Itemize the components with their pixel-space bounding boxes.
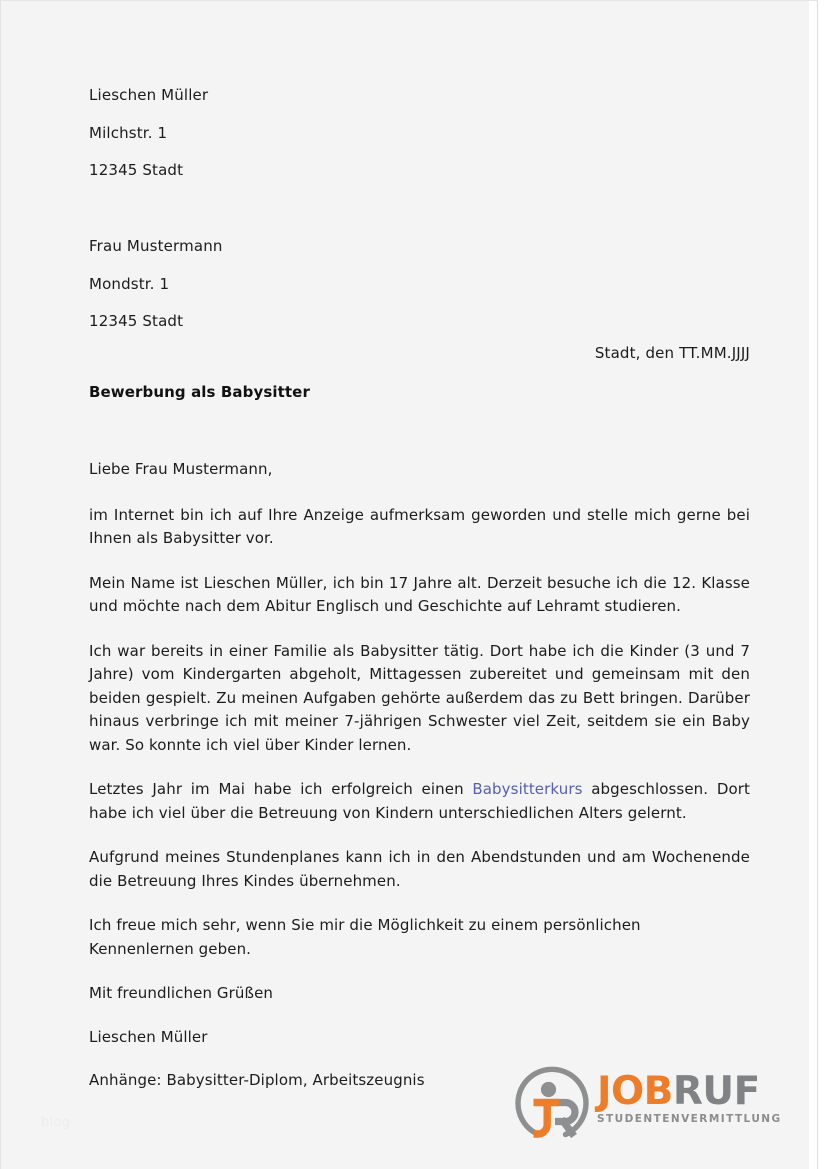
wordmark-text [597, 1069, 763, 1114]
closing-line: Mit freundlichen Grüßen [89, 984, 274, 1002]
recipient-address-line: 12345 Stadt [89, 312, 184, 330]
letter-content-column [89, 1, 750, 1169]
jobruf-monogram-icon [513, 1064, 591, 1142]
recipient-address-line: Mondstr. 1 [89, 274, 170, 293]
jobruf-wordmark [597, 1069, 782, 1125]
blog-watermark: blog [41, 1115, 71, 1130]
recipient-address-block [89, 228, 750, 341]
body-paragraph-1: im Internet bin ich auf Ihre Anzeige aufmerksam geworden und stelle mich gerne bei Ihnen als Babysitter vor. [89, 505, 750, 547]
signature-name: Lieschen Müller [89, 1027, 208, 1046]
sender-address-block [89, 77, 750, 190]
subject-line: Bewerbung als Babysitter [89, 383, 310, 401]
sender-address-line: Milchstr. 1 [89, 123, 168, 142]
attachments-line: Anhänge: Babysitter-Diplom, Arbeitszeugnis [89, 1071, 425, 1089]
page-right-edge [809, 1, 817, 1169]
wordmark-ruf: RUF [672, 1069, 760, 1114]
paragraph-4-text-after-link: abgeschlossen. Dort habe ich viel über die Betreuung von Kindern unterschiedlichen Alters gelernt. [89, 780, 750, 822]
body-paragraph-6: Ich freue mich sehr, wenn Sie mir die Möglichkeit zu einem persönlichen Kennenlernen geben. [89, 916, 641, 958]
wordmark-job: JOB [597, 1069, 673, 1114]
babysitterkurs-link[interactable]: Babysitterkurs [472, 780, 583, 798]
body-paragraph-3: Ich war bereits in einer Familie als Babysitter tätig. Dort habe ich die Kinder (3 und 7 Jahre) vom Kindergarten abgeholt, Mittagessen zubereitet und gemeinsam mit den beiden gespielt. Zu meinen Aufgaben gehörte außerdem das zu Bett bringen. Darüber hinaus verbringe ich mit meiner 7-jährigen Schwester viel Zeit, seitdem sie ein Baby war. So konnte ich viel über Kinder lernen. [89, 641, 750, 754]
date-line: Stadt, den TT.MM.JJJJ [594, 344, 750, 362]
paragraph-4-text-before-link: Letztes Jahr im Mai habe ich erfolgreich einen [89, 780, 473, 798]
sender-address-line: 12345 Stadt [89, 161, 184, 179]
sender-address-line: Lieschen Müller [89, 86, 209, 104]
jobruf-logo [513, 1064, 782, 1142]
body-paragraph-5: Aufgrund meines Stundenplanes kann ich in den Abendstunden und am Wochenende die Betreuung Ihres Kindes übernehmen. [89, 848, 750, 890]
body-paragraph-2: Mein Name ist Lieschen Müller, ich bin 17 Jahre alt. Derzeit besuche ich die 12. Klasse und möchte nach dem Abitur Englisch und Geschichte auf Lehramt studieren. [89, 573, 750, 615]
salutation: Liebe Frau Mustermann, [89, 460, 273, 478]
letter-body [89, 458, 750, 1093]
body-paragraph-4 [89, 778, 750, 825]
logo-tagline: STUDENTENVERMITTLUNG [597, 1113, 782, 1125]
recipient-address-line: Frau Mustermann [89, 237, 223, 255]
